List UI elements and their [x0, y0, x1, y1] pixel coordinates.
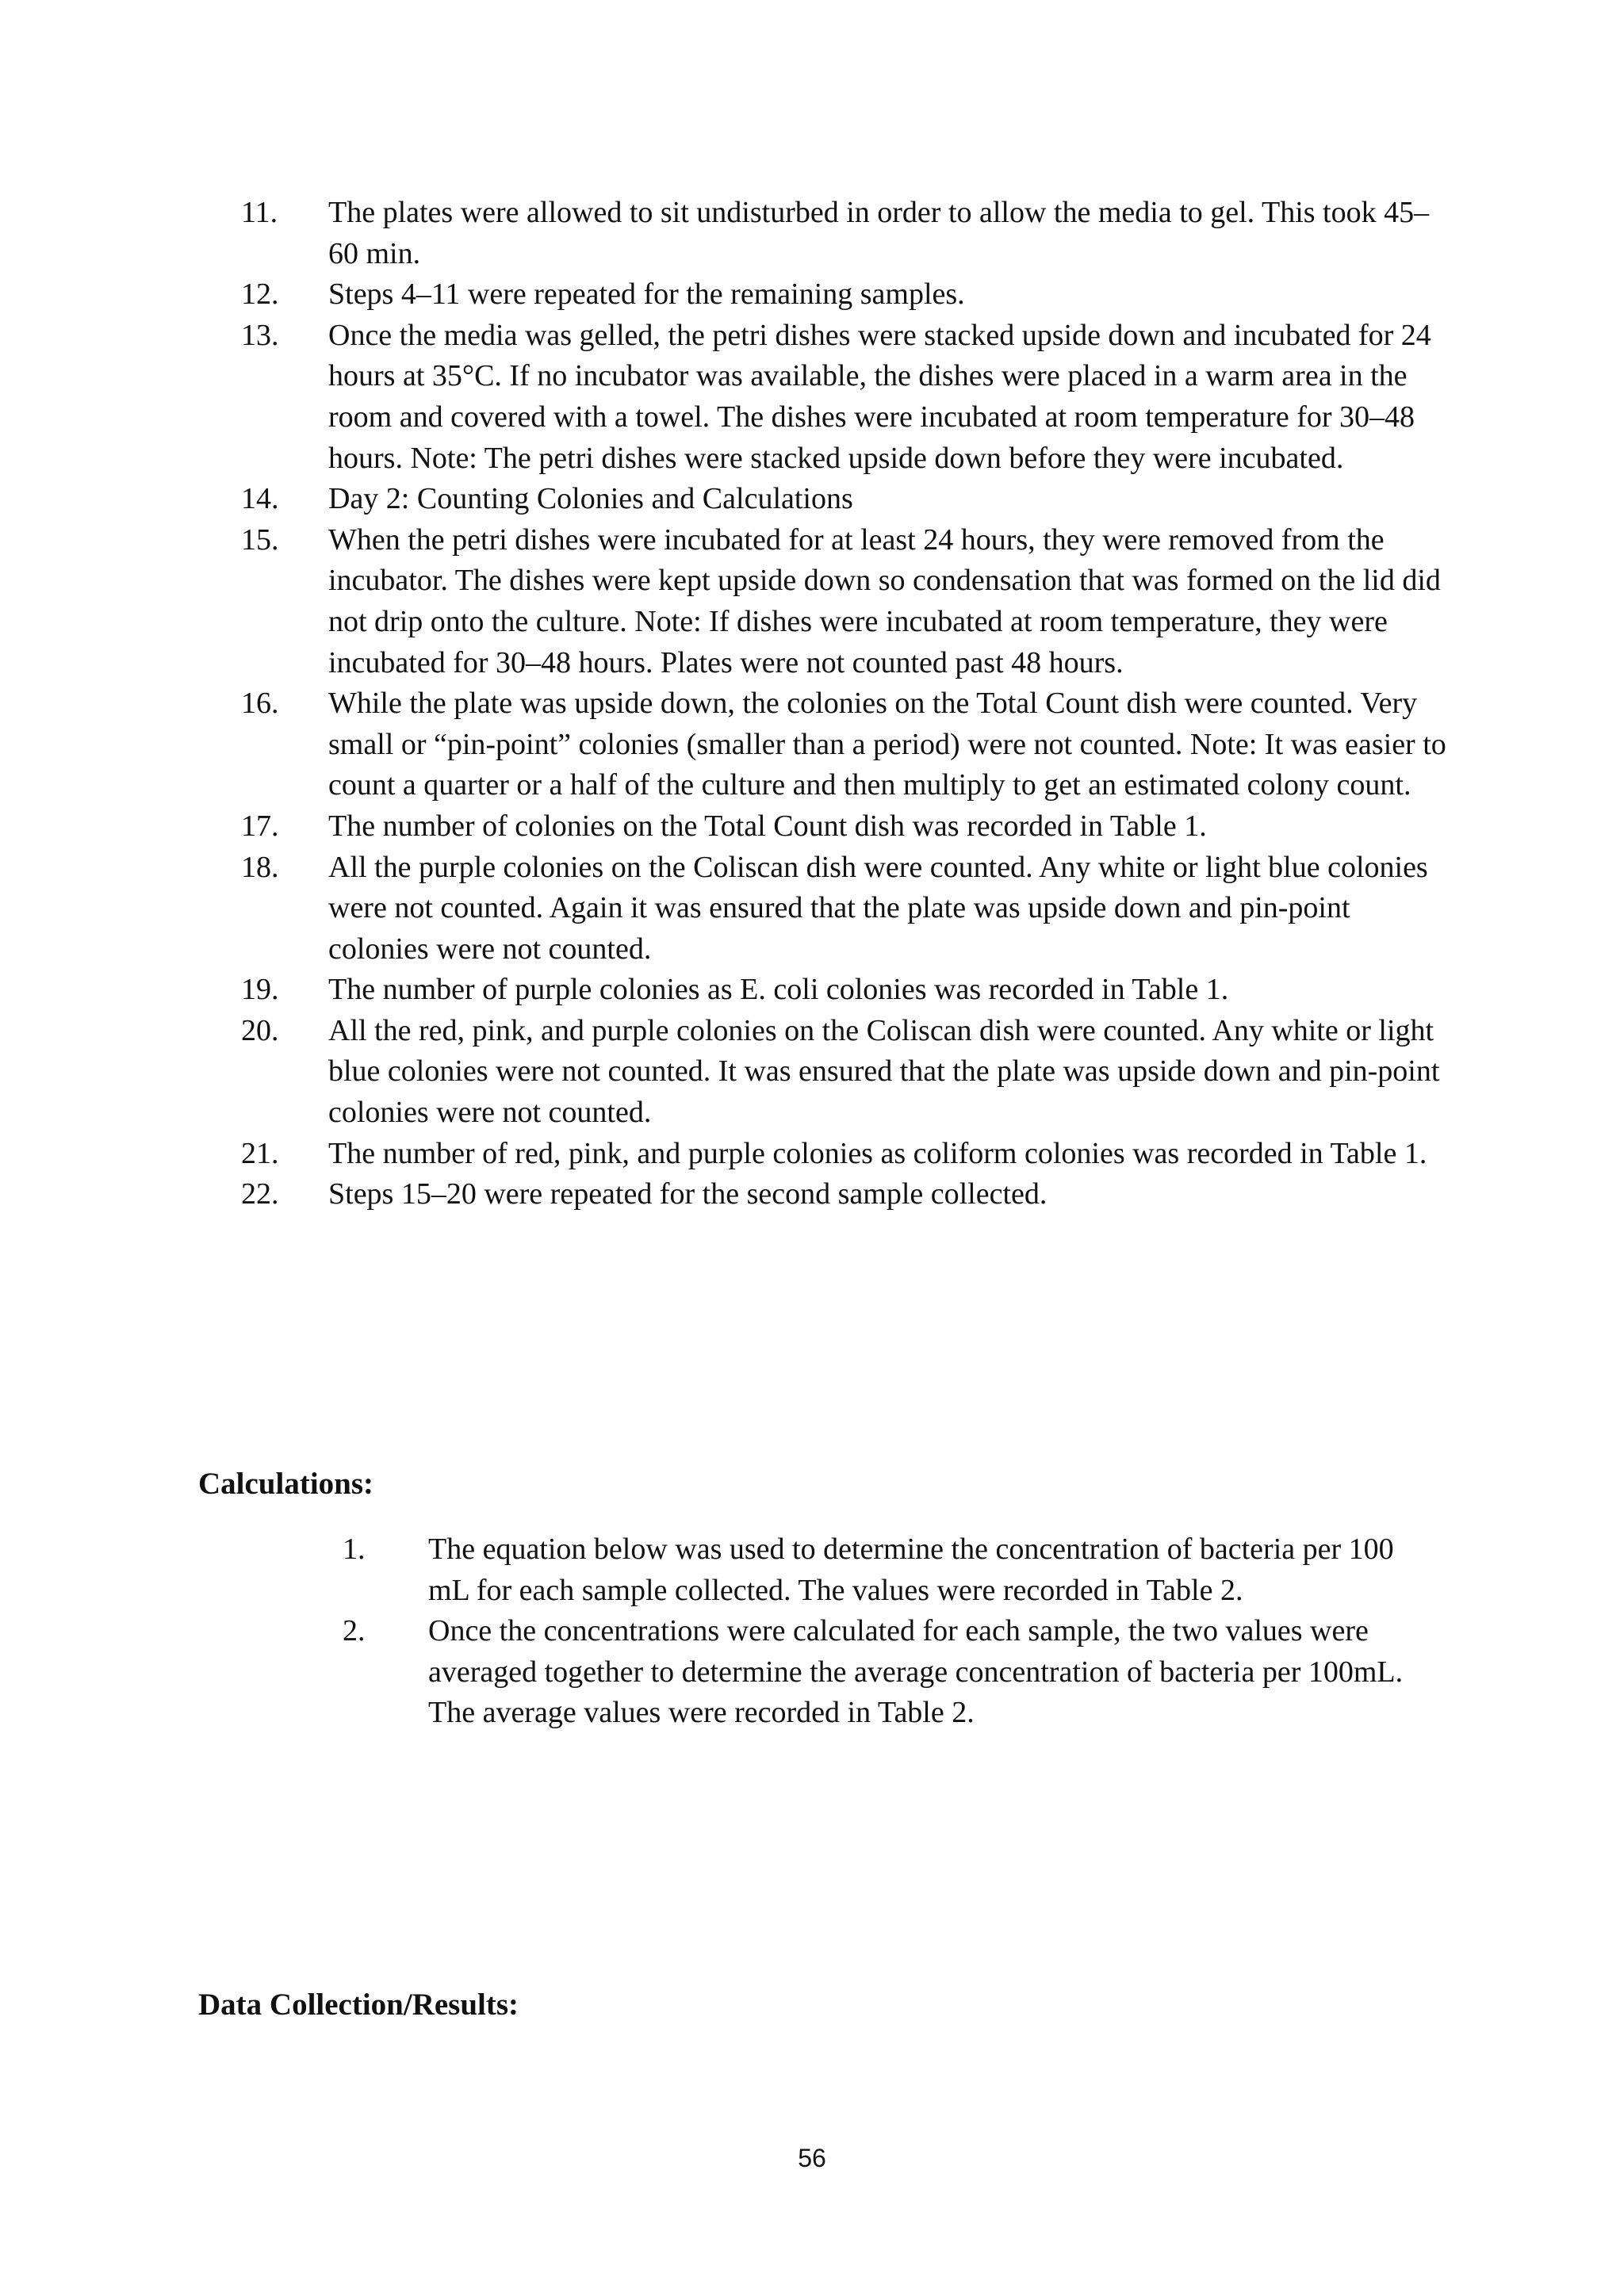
list-item	[241, 316, 1446, 479]
list-item	[241, 806, 1446, 848]
list-item	[241, 193, 1446, 274]
step-text: When the petri dishes were incubated for at least 24 hours, they were removed from the incubator. The dishes were kept upside down so condensation that was formed on the lid did not drip onto the culture. Note: If dishes were incubated at room temperature, they were incubated for 30–48 hours. Plates were not counted past 48 hours.	[328, 522, 1441, 679]
list-item	[241, 1134, 1446, 1175]
list-item	[241, 1174, 1446, 1215]
step-text: Day 2: Counting Colonies and Calculations	[328, 482, 853, 516]
procedure-list	[241, 193, 1446, 1215]
step-number: 13.	[241, 318, 279, 352]
step-number: 22.	[241, 1177, 279, 1211]
step-text: The equation below was used to determine the concentration of bacteria per 100 mL for each sample collected. The values were recorded in Table 2.	[428, 1533, 1394, 1607]
list-item	[241, 683, 1446, 806]
step-number: 1.	[343, 1533, 366, 1566]
step-text: All the purple colonies on the Coliscan dish were counted. Any white or light blue colonies were not counted. Again it was ensured that the plate was upside down and pin-point colonies were not counted.	[328, 850, 1428, 966]
list-item	[241, 520, 1446, 683]
step-number: 17.	[241, 809, 279, 843]
step-text: The number of red, pink, and purple colonies as coliform colonies was recorded in Table 1.	[328, 1136, 1427, 1170]
list-item	[241, 274, 1446, 316]
step-number: 11.	[241, 196, 278, 229]
step-text: Steps 4–11 were repeated for the remaining samples.	[328, 277, 965, 312]
step-text: The number of colonies on the Total Count dish was recorded in Table 1.	[328, 809, 1207, 843]
step-number: 21.	[241, 1136, 279, 1170]
list-item	[343, 1611, 1437, 1734]
step-text: Steps 15–20 were repeated for the second sample collected.	[328, 1177, 1048, 1211]
step-number: 12.	[241, 277, 279, 312]
data-collection-heading: Data Collection/Results:	[198, 1988, 519, 2022]
list-item	[241, 479, 1446, 520]
list-item	[241, 1011, 1446, 1134]
step-text: While the plate was upside down, the colonies on the Total Count dish were counted. Very small or “pin-point” colonies (smaller than a period) were not counted. Note: It was easier to count a quarter or a half of the culture and then multiply to get an estimated colony count.	[328, 687, 1446, 802]
step-text: Once the concentrations were calculated for each sample, the two values were averaged together to determine the average concentration of bacteria per 100mL. The average values were recorded in Table 2.	[428, 1614, 1404, 1730]
step-number: 15.	[241, 522, 279, 557]
step-number: 19.	[241, 973, 279, 1007]
step-number: 14.	[241, 482, 279, 516]
step-number: 16.	[241, 687, 279, 721]
list-item	[241, 848, 1446, 970]
step-number: 18.	[241, 850, 279, 884]
calculations-list	[343, 1529, 1437, 1734]
step-text: The number of purple colonies as E. coli colonies was recorded in Table 1.	[328, 973, 1229, 1007]
step-text: All the red, pink, and purple colonies on the Coliscan dish were counted. Any white or light blue colonies were not counted. It was ensured that the plate was upside down and pin-point colonies were not counted.	[328, 1013, 1440, 1130]
list-item	[343, 1529, 1437, 1611]
calculations-heading: Calculations:	[198, 1467, 374, 1501]
step-text: The plates were allowed to sit undisturbed in order to allow the media to gel. This took 45–60 min.	[328, 196, 1430, 270]
step-text: Once the media was gelled, the petri dishes were stacked upside down and incubated for 24 hours at 35°C. If no incubator was available, the dishes were placed in a warm area in the room and covered with a towel. The dishes were incubated at room temperature for 30–48 hours. Note: The petri dishes were stacked upside down before they were incubated.	[328, 318, 1431, 475]
page-number: 56	[798, 2144, 826, 2172]
list-item	[241, 970, 1446, 1011]
step-number: 20.	[241, 1013, 279, 1047]
step-number: 2.	[343, 1614, 366, 1648]
